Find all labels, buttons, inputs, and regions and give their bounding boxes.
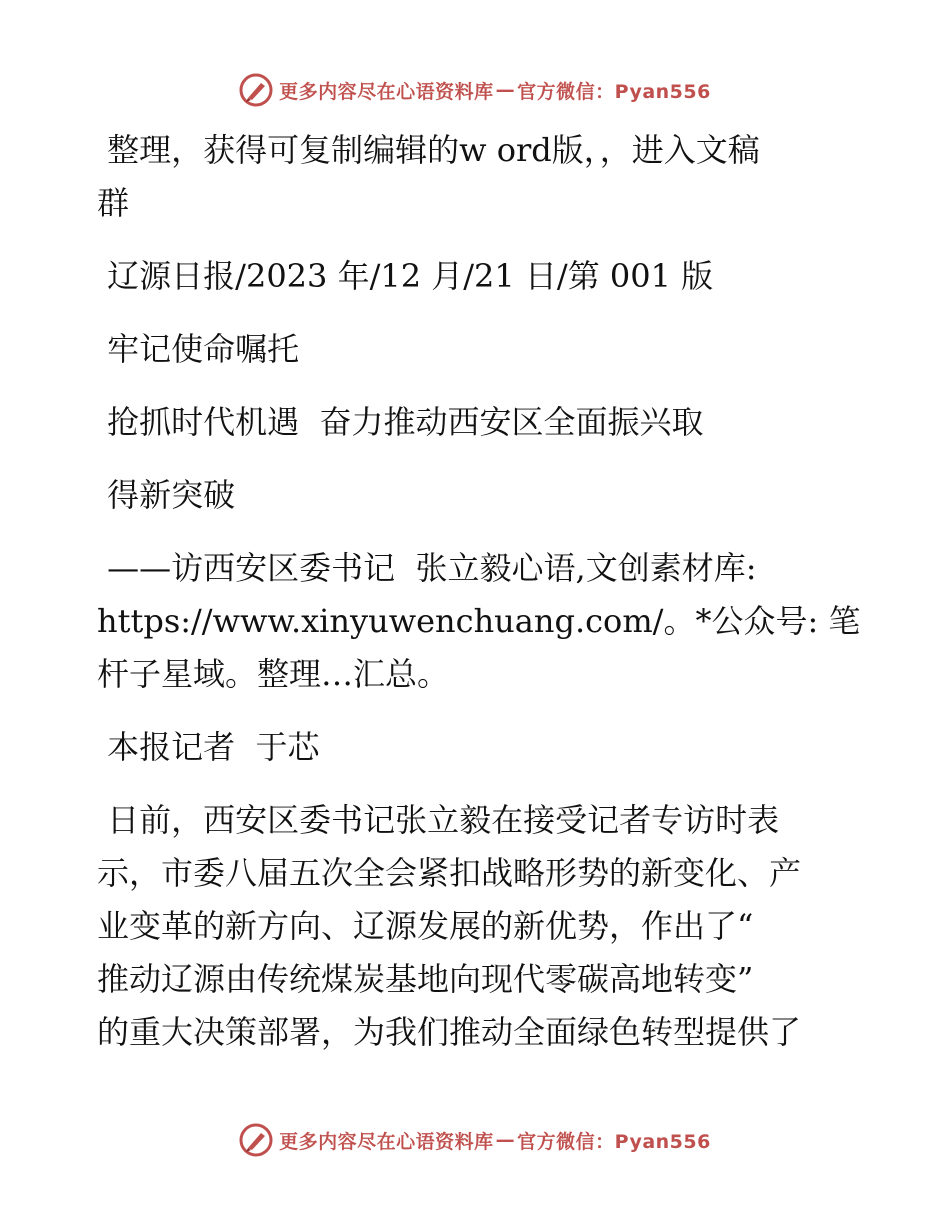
body-line-2: 群 (97, 184, 130, 222)
banner-dash: — (495, 79, 516, 101)
banner-dash: — (495, 1129, 516, 1151)
subheadline-line-3: 杆子星域。整理…汇总。 (97, 655, 450, 693)
red-pen-logo-icon (239, 1123, 273, 1157)
headline-line-2: 抢抓时代机遇 奋力推动西安区全面振兴取 (97, 403, 704, 441)
banner-text-main: 更多内容尽在心语资料库 (279, 80, 494, 103)
paragraph-line-1: 日前，西安区委书记张立毅在接受记者专访时表 (97, 801, 780, 839)
subheadline-line-2: https://www.xinyuwenchuang.com/。*公众号: 笔 (97, 602, 861, 640)
byline: 本报记者 于芯 (97, 728, 320, 766)
paragraph-line-5: 的重大决策部署，为我们推动全面绿色转型提供了 (97, 1013, 802, 1051)
document-body (97, 124, 861, 1059)
red-pen-logo-icon (239, 73, 273, 107)
banner-wechat: 官方微信：Pyan556 (517, 1130, 711, 1153)
paragraph-line-2: 示，市委八届五次全会紧扣战略形势的新变化、产 (97, 854, 802, 892)
footer-banner (0, 1120, 950, 1160)
paragraph-line-4: 推动辽源由传统煤炭基地向现代零碳高地转变” (97, 960, 754, 998)
banner-text-main: 更多内容尽在心语资料库 (279, 1130, 494, 1153)
publication-line: 辽源日报/2023 年/12 月/21 日/第 001 版 (97, 257, 714, 295)
body-line-1: 整理，获得可复制编辑的w ord版，，进入文稿 (97, 131, 760, 169)
banner-wechat: 官方微信：Pyan556 (517, 80, 711, 103)
header-banner (0, 70, 950, 110)
subheadline-line-1: ——访西安区委书记 张立毅心语,文创素材库: (97, 549, 757, 587)
headline-line-1: 牢记使命嘱托 (97, 330, 300, 368)
headline-line-3: 得新突破 (97, 476, 236, 514)
paragraph-line-3: 业变革的新方向、辽源发展的新优势，作出了“ (97, 907, 754, 945)
